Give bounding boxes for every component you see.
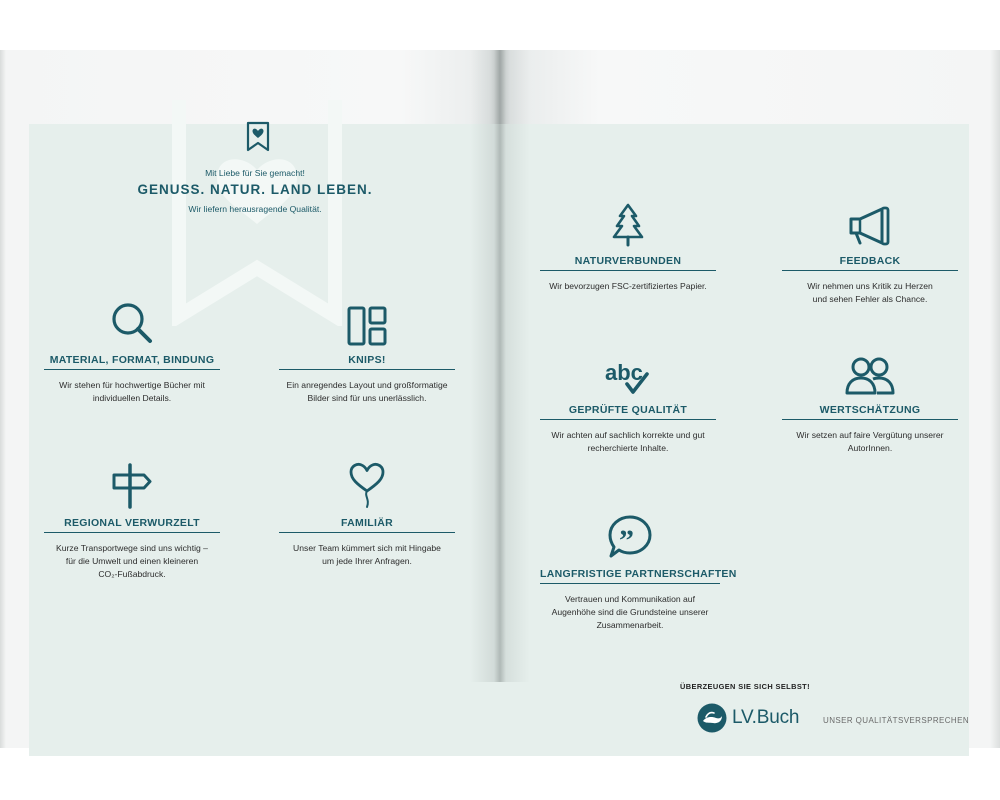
intro-headline: GENUSS. NATUR. LAND LEBEN. [137,182,373,197]
feature-desc: Wir setzen auf faire Vergütung unserer AutorInnen. [796,430,944,453]
feature-title: KNIPS! [279,354,455,370]
feature-wertschaetzung [782,348,958,455]
quote-bubble-icon [607,514,653,560]
feature-knips [279,298,455,405]
feature-desc: Wir stehen für hochwertige Bücher mit individuellen Details. [59,380,205,403]
people-icon [844,356,896,396]
feature-familiaer [279,461,455,568]
intro-block [120,168,390,214]
abc-check-icon [603,356,653,396]
call-to-action: ÜBERZEUGEN SIE SICH SELBST! [680,682,810,691]
feature-desc: Wir achten auf sachlich korrekte und gut recherchierte Inhalte. [551,430,705,453]
feature-desc: Ein anregendes Layout und großformatige Bilder sind für uns unerlässlich. [286,380,448,403]
bookmark-heart-icon [245,121,271,153]
feature-desc: Wir bevorzugen FSC-zertifiziertes Papier. [549,281,707,291]
logo-text: LV.Buch [732,707,800,728]
magnifier-icon [109,300,155,346]
feature-material [44,298,220,405]
feature-title: MATERIAL, FORMAT, BINDUNG [44,354,220,370]
page-footer: UNSER QUALITÄTSVERSPRECHEN [823,716,969,725]
lv-buch-logo-icon [697,703,727,733]
feature-desc: Vertrauen und Kommunikation auf Augenhöhe sind die Grundsteine unserer Zusammenarbeit. [551,594,709,630]
book-fold-shadow [470,50,530,682]
feature-title: FAMILIÄR [279,517,455,533]
feature-regional [44,461,220,581]
signpost-icon [110,463,154,509]
feature-desc: Unser Team kümmert sich mit Hingabe um jede Ihrer Anfragen. [293,543,441,566]
svg-text:abc: abc [605,360,643,385]
feature-naturverbunden [540,199,716,293]
feature-title: FEEDBACK [782,255,958,271]
heart-balloon-icon [347,461,387,509]
feature-title: LANGFRISTIGE PARTNERSCHAFTEN [540,568,720,584]
layout-icon [347,306,387,346]
feature-title: WERTSCHÄTZUNG [782,404,958,420]
book-spread [0,50,1000,748]
intro-subline: Wir liefern herausragende Qualität. [188,204,322,214]
megaphone-icon [848,205,892,247]
intro-tagline: Mit Liebe für Sie gemacht! [205,168,305,178]
feature-title: GEPRÜFTE QUALITÄT [540,404,716,420]
feature-partnerschaften [540,512,737,632]
tree-icon [611,203,645,247]
feature-desc: Wir nehmen uns Kritik zu Herzen und sehen Fehler als Chance. [807,281,933,304]
feature-gepruefte-qualitaet [540,348,716,455]
brand-logo[interactable] [697,703,799,733]
feature-title: REGIONAL VERWURZELT [44,517,220,533]
feature-title: NATURVERBUNDEN [540,255,716,271]
feature-desc: Kurze Transportwege sind uns wichtig – für die Umwelt und einen kleineren CO₂-Fußabdruck. [56,543,208,579]
svg-text:”: ” [619,524,634,557]
feature-feedback [782,199,958,306]
